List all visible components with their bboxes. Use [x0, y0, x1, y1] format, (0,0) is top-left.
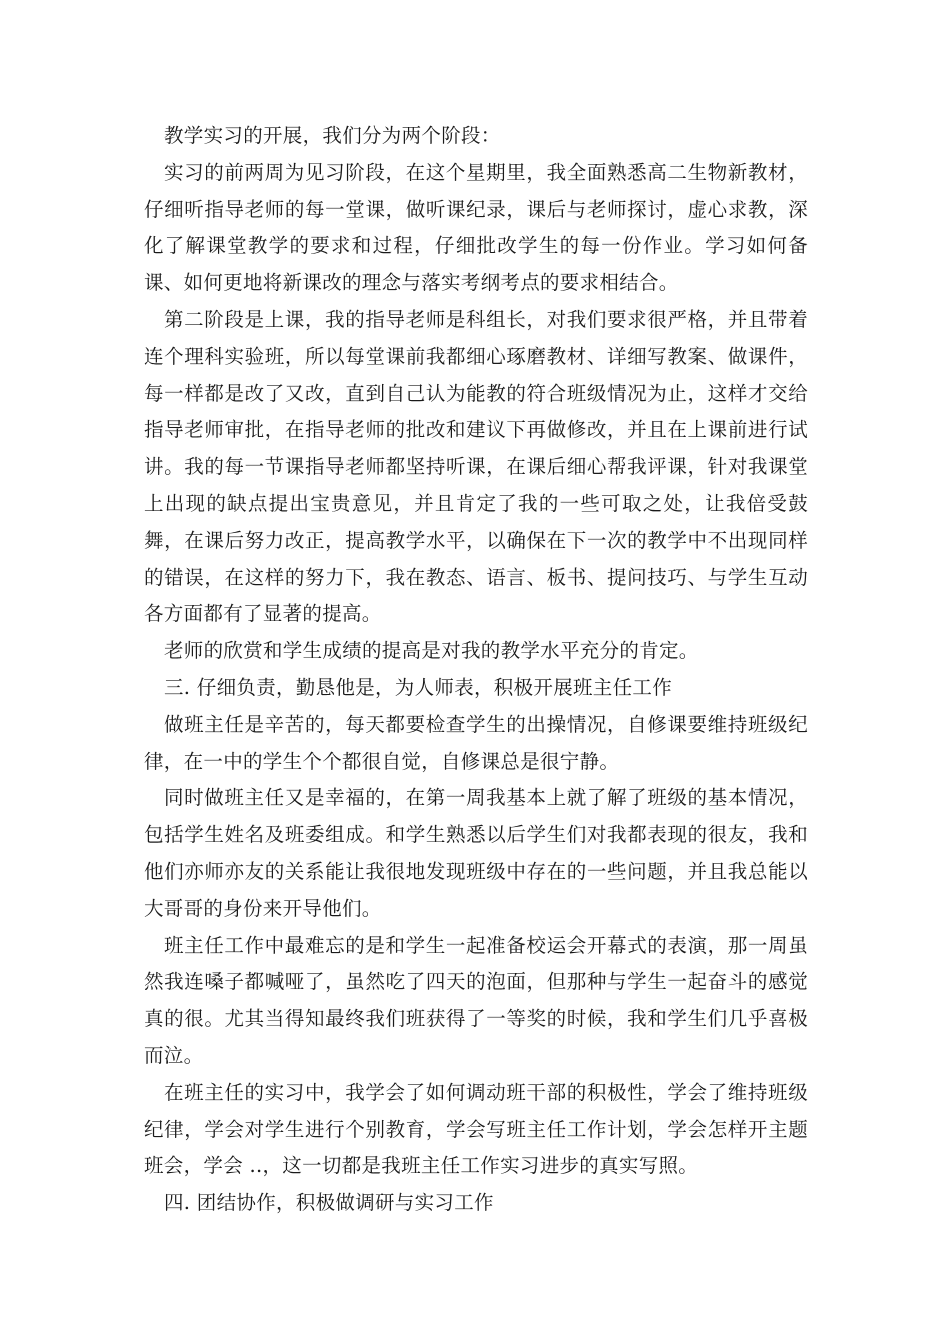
paragraph-sports-meeting: 班主任工作中最难忘的是和学生一起准备校运会开幕式的表演，那一周虽然我连嗓子都喊哑了，虽然吃了四天的泡面，但那种与学生一起奋斗的感觉真的很。尤其当得知最终我们班获得了一等奖的时候，我和学生们几乎喜极而泣。 [144, 933, 808, 1067]
paragraph-class-teacher-happiness: 同时做班主任又是幸福的，在第一周我基本上就了解了班级的基本情况，包括学生姓名及班委组成。和学生熟悉以后学生们对我都表现的很友，我和他们亦师亦友的关系能让我很地发现班级中存在的一些问题，并且我总能以大哥哥的身份来开导他们。 [144, 786, 808, 920]
paragraph-teacher-appreciation: 老师的欣赏和学生成绩的提高是对我的教学水平充分的肯定。 [164, 639, 699, 663]
paragraph-teaching-stages-intro: 教学实习的开展，我们分为两个阶段： [164, 124, 501, 147]
paragraph-observation-phase: 实习的前两周为见习阶段，在这个星期里，我全面熟悉高二生物新教材，仔细听指导老师的每一堂课，做听课纪录，课后与老师探讨，虚心求教，深化了解课堂教学的要求和过程，仔细批改学生的每一份作业。学习如何备课、如何更地将新课改的理念与落实考纲考点的要求相结合。 [144, 160, 808, 295]
paragraph-class-teacher-lessons: 在班主任的实习中，我学会了如何调动班干部的积极性，学会了维持班级纪律，学会对学生进行个别教育，学会写班主任工作计划，学会怎样开主题班会，学会 ..，这一切都是我班主任工作实习进步的真实写照。 [144, 1080, 808, 1178]
paragraph-teaching-phase: 第二阶段是上课，我的指导老师是科组长，对我们要求很严格，并且带着连个理科实验班，所以每堂课前我都细心琢磨教材、详细写教案、做课件，每一样都是改了又改，直到自己认为能教的符合班级情况为止，这样才交给指导老师审批，在指导老师的批改和建议下再做修改，并且在上课前进行试讲。我的每一节课指导老师都坚持听课，在课后细心帮我评课，针对我课堂上出现的缺点提出宝贵意见，并且肯定了我的一些可取之处，让我倍受鼓舞，在课后努力改正，提高教学水平，以确保在下一次的教学中不出现同样的错误，在这样的努力下，我在教态、语言、板书、提问技巧、与学生互动各方面都有了显著的提高。 [144, 307, 808, 626]
section-heading-four: 四. 团结协作，积极做调研与实习工作 [164, 1191, 494, 1215]
document-body [144, 118, 808, 1222]
paragraph-class-teacher-hardship: 做班主任是辛苦的，每天都要检查学生的出操情况，自修课要维持班级纪律，在一中的学生个个都很自觉，自修课总是很宁静。 [144, 712, 808, 773]
section-heading-three: 三. 仔细负责，勤恳他是，为人师表，积极开展班主任工作 [164, 675, 672, 699]
